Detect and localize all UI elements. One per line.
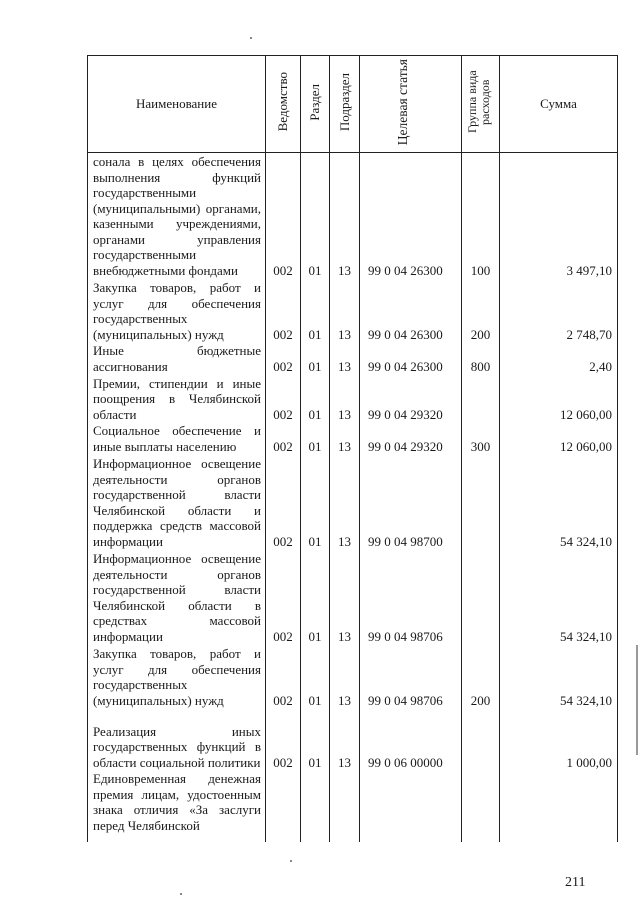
scan-edge-mark (636, 645, 638, 755)
row-vedomstvo: 002 (266, 454, 301, 549)
row-razdel: 01 (301, 708, 330, 770)
row-podrazdel: 13 (330, 708, 360, 770)
row-podrazdel: 13 (330, 278, 360, 342)
row-name: Премии, стипендии и иные поощрения в Челябинской области (88, 374, 266, 422)
row-celevaya-statya: 99 0 04 29320 (360, 374, 462, 422)
row-name: Единовременная денежная премия лицам, удостоенным знака отличия «За заслуги перед Челябинской (88, 770, 266, 842)
row-gruppa-vida-rashodov: 100 (462, 153, 500, 279)
header-podrazdel: Подраздел (330, 56, 360, 153)
row-gruppa-vida-rashodov: 200 (462, 644, 500, 708)
scan-speck (180, 893, 182, 895)
table-row (88, 278, 618, 342)
table-row (88, 770, 618, 842)
row-vedomstvo: 002 (266, 278, 301, 342)
row-vedomstvo: 002 (266, 708, 301, 770)
row-summa: 12 060,00 (500, 422, 618, 454)
row-summa: 3 497,10 (500, 153, 618, 279)
row-podrazdel: 13 (330, 549, 360, 644)
row-celevaya-statya: 99 0 04 26300 (360, 153, 462, 279)
row-summa: 54 324,10 (500, 549, 618, 644)
row-vedomstvo (266, 770, 301, 842)
table-header-row (88, 56, 618, 153)
row-podrazdel: 13 (330, 153, 360, 279)
header-name: Наименование (88, 56, 266, 153)
row-gruppa-vida-rashodov (462, 549, 500, 644)
row-gruppa-vida-rashodov: 200 (462, 278, 500, 342)
row-celevaya-statya: 99 0 04 29320 (360, 422, 462, 454)
table-row (88, 644, 618, 708)
row-gruppa-vida-rashodov: 800 (462, 342, 500, 374)
row-name: Информационное освещение деятельности органов государственной власти Челябинской области в средствах массовой информации (88, 549, 266, 644)
row-summa: 54 324,10 (500, 454, 618, 549)
row-name: Иные бюджетные ассигнования (88, 342, 266, 374)
row-podrazdel: 13 (330, 644, 360, 708)
row-gruppa-vida-rashodov (462, 708, 500, 770)
row-summa: 54 324,10 (500, 644, 618, 708)
row-name: Социальное обеспечение и иные выплаты населению (88, 422, 266, 454)
table-row (88, 342, 618, 374)
row-celevaya-statya: 99 0 04 26300 (360, 342, 462, 374)
row-name: сонала в целях обеспечения выполнения функций государственными (муниципальными) органами, казенными учреждениями, органами управления государственными внебюджетными фондами (88, 153, 266, 279)
row-celevaya-statya: 99 0 04 98706 (360, 549, 462, 644)
row-podrazdel: 13 (330, 374, 360, 422)
table-row (88, 454, 618, 549)
row-summa: 2 748,70 (500, 278, 618, 342)
row-razdel: 01 (301, 342, 330, 374)
table-row (88, 549, 618, 644)
row-podrazdel: 13 (330, 454, 360, 549)
row-celevaya-statya: 99 0 04 98700 (360, 454, 462, 549)
header-celevaya-statya: Целевая статья (360, 56, 462, 153)
row-summa: 2,40 (500, 342, 618, 374)
row-vedomstvo: 002 (266, 644, 301, 708)
header-summa: Сумма (500, 56, 618, 153)
row-razdel: 01 (301, 549, 330, 644)
row-gruppa-vida-rashodov (462, 770, 500, 842)
scan-speck (250, 37, 252, 39)
table-row (88, 422, 618, 454)
row-celevaya-statya (360, 770, 462, 842)
row-gruppa-vida-rashodov (462, 454, 500, 549)
row-gruppa-vida-rashodov (462, 374, 500, 422)
page-number: 211 (565, 875, 586, 890)
row-summa: 12 060,00 (500, 374, 618, 422)
row-vedomstvo: 002 (266, 549, 301, 644)
row-razdel: 01 (301, 374, 330, 422)
row-name: Информационное освещение деятельности органов государственной власти Челябинской области и поддержка средств массовой информации (88, 454, 266, 549)
table-row (88, 708, 618, 770)
row-razdel: 01 (301, 454, 330, 549)
row-razdel: 01 (301, 644, 330, 708)
row-razdel: 01 (301, 153, 330, 279)
header-vedomstvo: Ведомство (266, 56, 301, 153)
row-celevaya-statya: 99 0 06 00000 (360, 708, 462, 770)
row-gruppa-vida-rashodov: 300 (462, 422, 500, 454)
row-podrazdel (330, 770, 360, 842)
row-name: Реализация иных государственных функций в области социальной политики (88, 708, 266, 770)
table-row (88, 374, 618, 422)
header-gruppa-vida-rashodov: Группа вида расходов (462, 56, 500, 153)
scan-speck (290, 860, 292, 862)
row-vedomstvo: 002 (266, 422, 301, 454)
row-summa (500, 770, 618, 842)
header-razdel: Раздел (301, 56, 330, 153)
row-vedomstvo: 002 (266, 342, 301, 374)
row-razdel: 01 (301, 422, 330, 454)
row-razdel: 01 (301, 278, 330, 342)
row-name: Закупка товаров, работ и услуг для обеспечения государственных (муниципальных) нужд (88, 278, 266, 342)
row-podrazdel: 13 (330, 342, 360, 374)
row-summa: 1 000,00 (500, 708, 618, 770)
budget-table (87, 55, 618, 842)
row-podrazdel: 13 (330, 422, 360, 454)
row-celevaya-statya: 99 0 04 98706 (360, 644, 462, 708)
table-row (88, 153, 618, 279)
row-name: Закупка товаров, работ и услуг для обеспечения государственных (муниципальных) нужд (88, 644, 266, 708)
row-vedomstvo: 002 (266, 153, 301, 279)
row-vedomstvo: 002 (266, 374, 301, 422)
row-celevaya-statya: 99 0 04 26300 (360, 278, 462, 342)
row-razdel (301, 770, 330, 842)
table-body (88, 153, 618, 843)
